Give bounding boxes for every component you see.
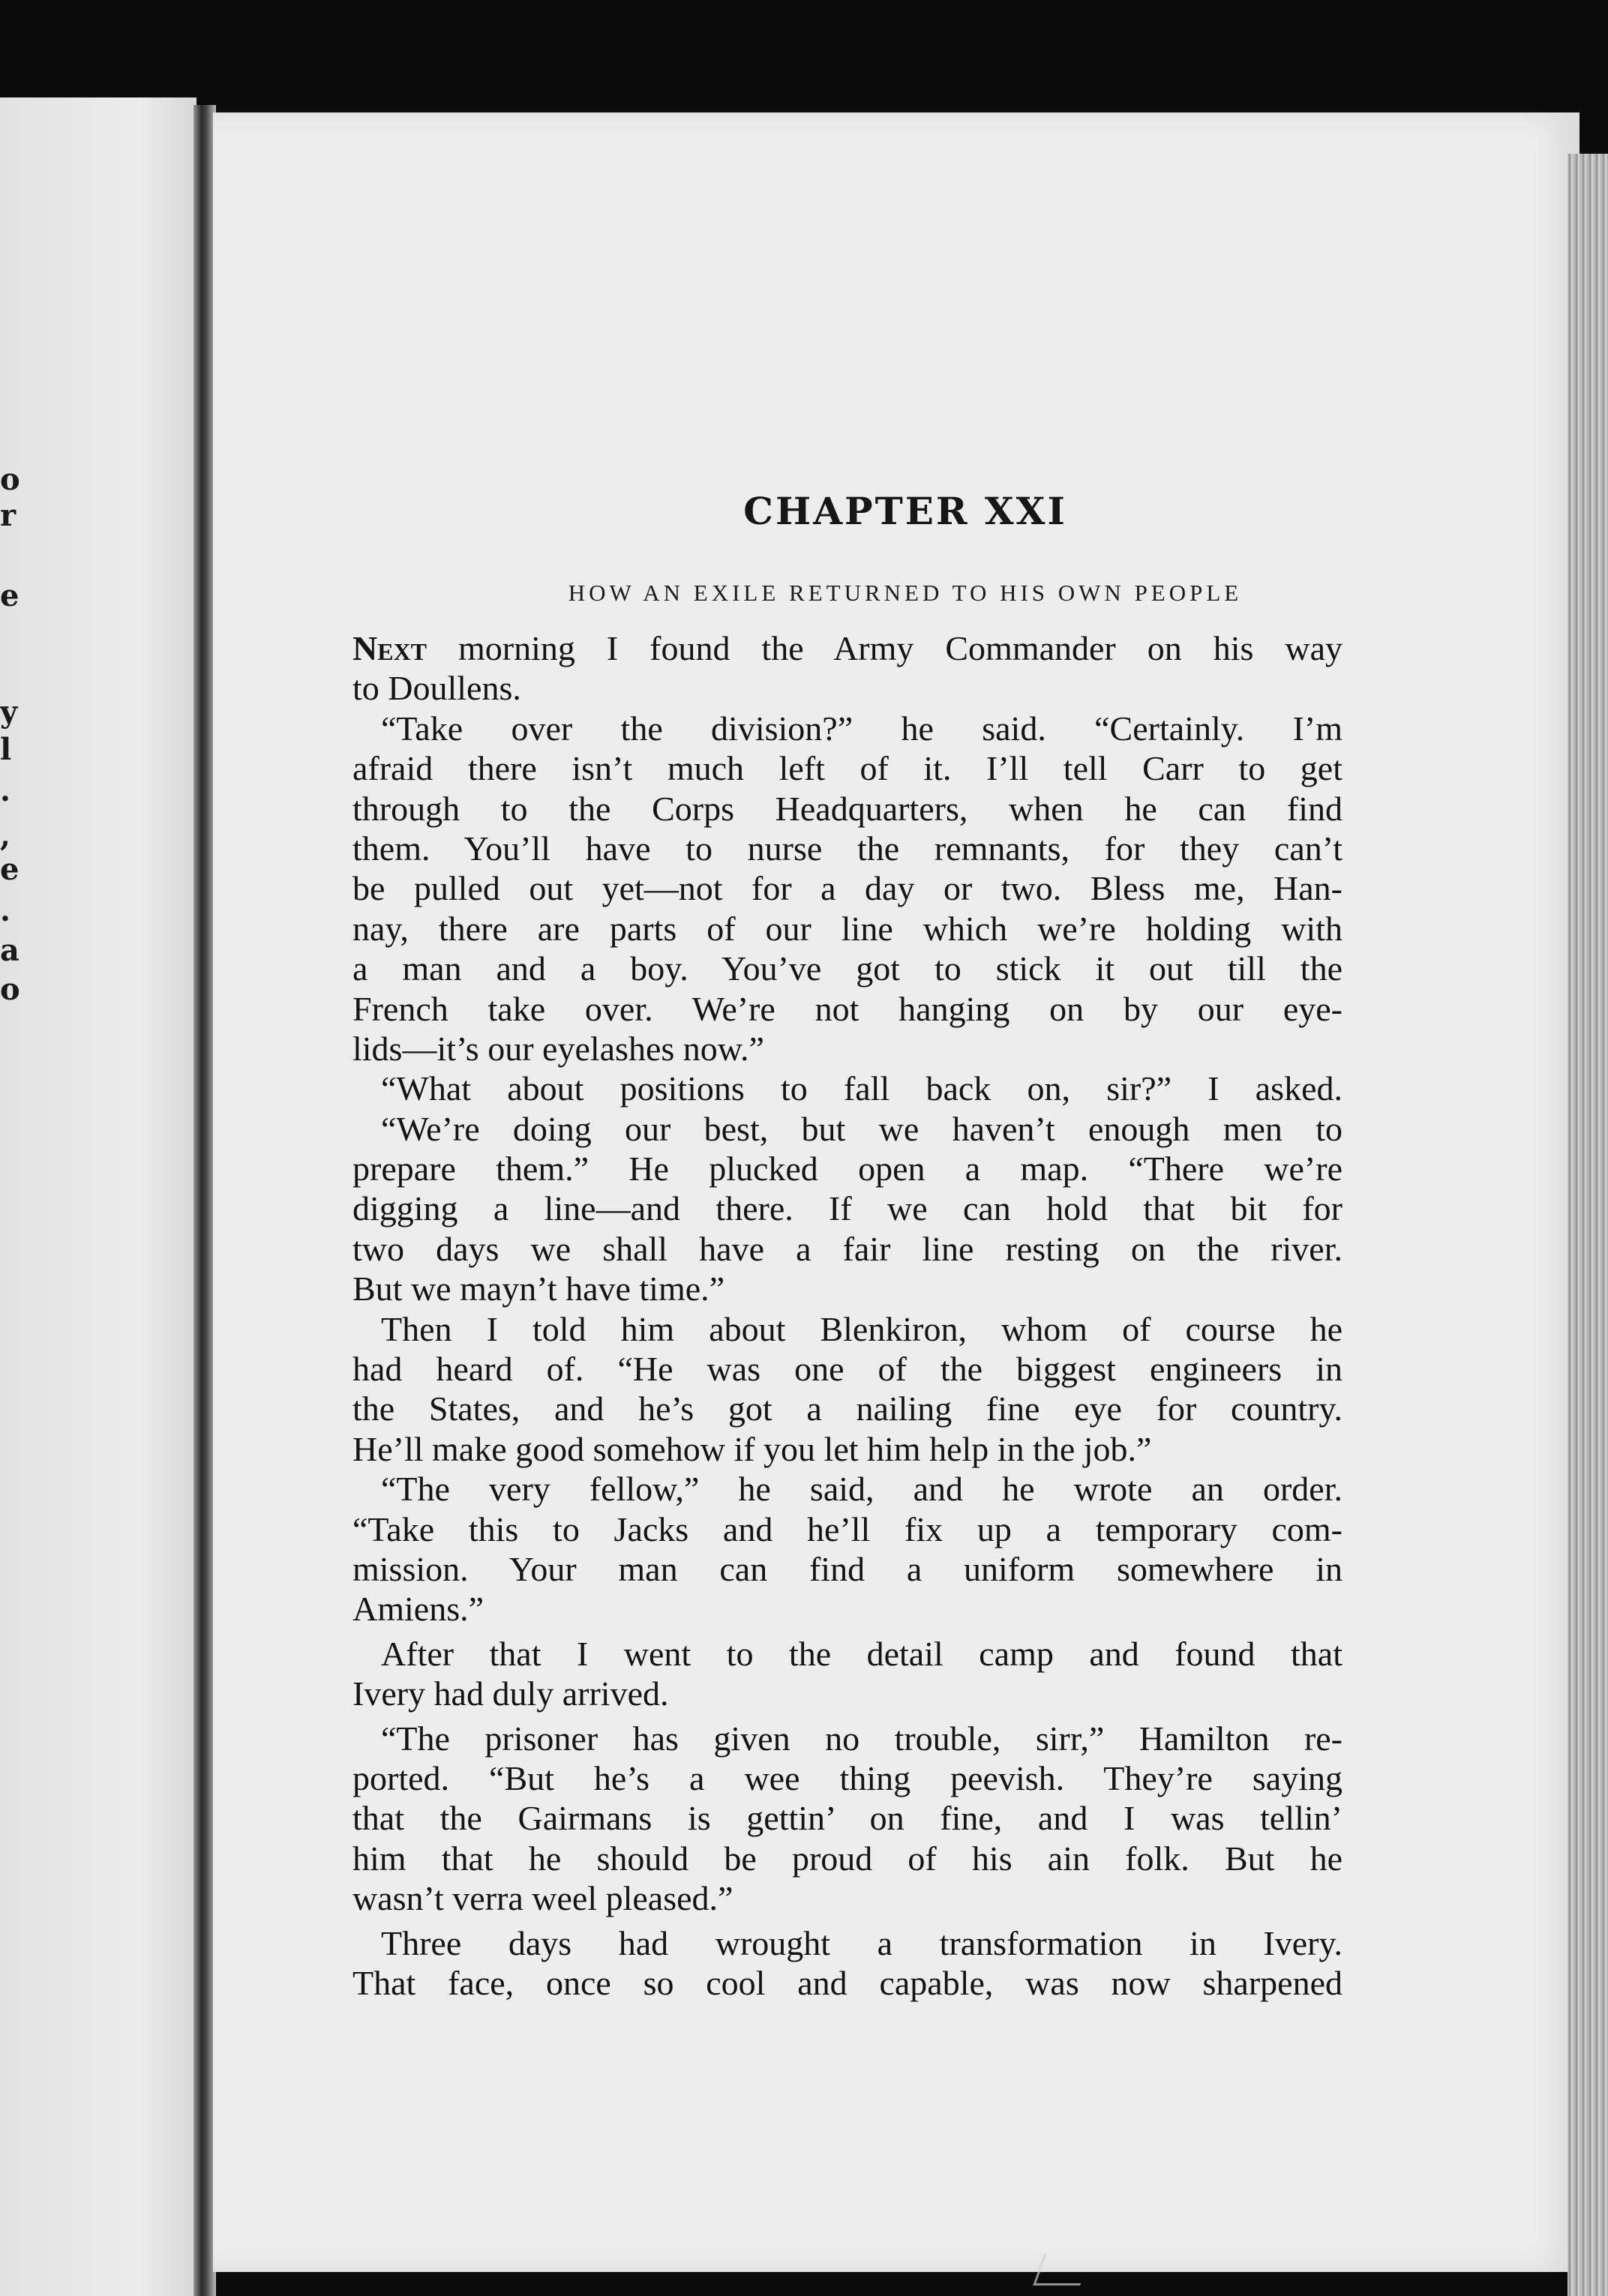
- text-line: lids—it’s our eyelashes now.”: [352, 1029, 764, 1068]
- text-line: After that I went to the detail camp and found that: [381, 1634, 1342, 1673]
- margin-letter: .: [0, 893, 10, 928]
- text-line: Then I told him about Blenkiron, whom of course he: [381, 1309, 1342, 1348]
- text-line: nay, there are parts of our line which we’re holding with: [352, 909, 1342, 948]
- text-line: the States, and he’s got a nailing fine eye for country.: [352, 1389, 1342, 1428]
- chapter-text: [352, 628, 1342, 2003]
- margin-letter: r: [0, 498, 16, 533]
- margin-letter: l: [0, 732, 12, 767]
- text-line: “Take this to Jacks and he’ll fix up a temporary com-: [352, 1509, 1342, 1548]
- page-stack-edge: [1568, 154, 1608, 2296]
- margin-letter: e: [0, 578, 20, 613]
- margin-letter: o: [0, 972, 20, 1007]
- text-line: Amiens.”: [352, 1590, 484, 1629]
- text-line: French take over. We’re not hanging on by our eye-: [352, 989, 1342, 1028]
- text-line: ported. “But he’s a wee thing peevish. They’re saying: [352, 1758, 1342, 1797]
- margin-letter: e: [0, 852, 20, 887]
- margin-letter: ,: [0, 818, 10, 853]
- text-line: “We’re doing our best, but we haven’t enough men to: [381, 1109, 1342, 1148]
- drop-word: Next: [352, 629, 428, 667]
- margin-letter: o: [0, 462, 20, 497]
- text-line-rest: morning I found the Army Commander on his way: [427, 629, 1342, 667]
- text-line: “Take over the division?” he said. “Certainly. I’m: [381, 709, 1342, 748]
- text-line: He’ll make good somehow if you let him help in the job.”: [352, 1429, 1152, 1468]
- chapter-title: CHAPTER XXI: [743, 489, 1067, 533]
- text-line: to Doullens.: [352, 669, 521, 708]
- text-line: afraid there isn’t much left of it. I’ll tell Carr to get: [352, 749, 1342, 788]
- chapter-subtitle: HOW AN EXILE RETURNED TO HIS OWN PEOPLE: [568, 580, 1243, 606]
- text-line: Ivery had duly arrived.: [352, 1674, 669, 1713]
- text-line: him that he should be proud of his ain folk. But he: [352, 1839, 1342, 1878]
- text-line: a man and a boy. You’ve got to stick it out till the: [352, 949, 1342, 988]
- text-line: through to the Corps Headquarters, when he can find: [352, 789, 1342, 828]
- text-line: mission. Your man can find a uniform somewhere in: [352, 1549, 1342, 1588]
- text-line: “The prisoner has given no trouble, sirr,” Hamilton re-: [381, 1719, 1342, 1758]
- previous-page-edge: [0, 97, 196, 2296]
- margin-letter: y: [0, 694, 18, 730]
- text-line: prepare them.” He plucked open a map. “There we’re: [352, 1149, 1342, 1188]
- text-line: But we mayn’t have time.”: [352, 1269, 725, 1308]
- text-line: digging a line—and there. If we can hold that bit for: [352, 1189, 1342, 1228]
- text-line: them. You’ll have to nurse the remnants, for they can’t: [352, 829, 1342, 868]
- text-line: “The very fellow,” he said, and he wrote an order.: [381, 1470, 1342, 1509]
- margin-letter: .: [0, 773, 10, 808]
- text-line: two days we shall have a fair line resting on the river.: [352, 1229, 1342, 1268]
- text-line: that the Gairmans is gettin’ on fine, and I was tellin’: [352, 1799, 1342, 1838]
- margin-letter: a: [0, 933, 20, 968]
- text-line: had heard of. “He was one of the biggest engineers in: [352, 1350, 1342, 1389]
- text-line: [352, 628, 1342, 668]
- text-line: “What about positions to fall back on, sir?” I asked.: [381, 1069, 1342, 1108]
- text-line: That face, once so cool and capable, was now sharpened: [352, 1963, 1342, 2002]
- text-line: be pulled out yet—not for a day or two. Bless me, Han-: [352, 869, 1342, 908]
- text-line: Three days had wrought a transformation in Ivery.: [381, 1923, 1342, 1962]
- text-line: wasn’t verra weel pleased.”: [352, 1879, 734, 1918]
